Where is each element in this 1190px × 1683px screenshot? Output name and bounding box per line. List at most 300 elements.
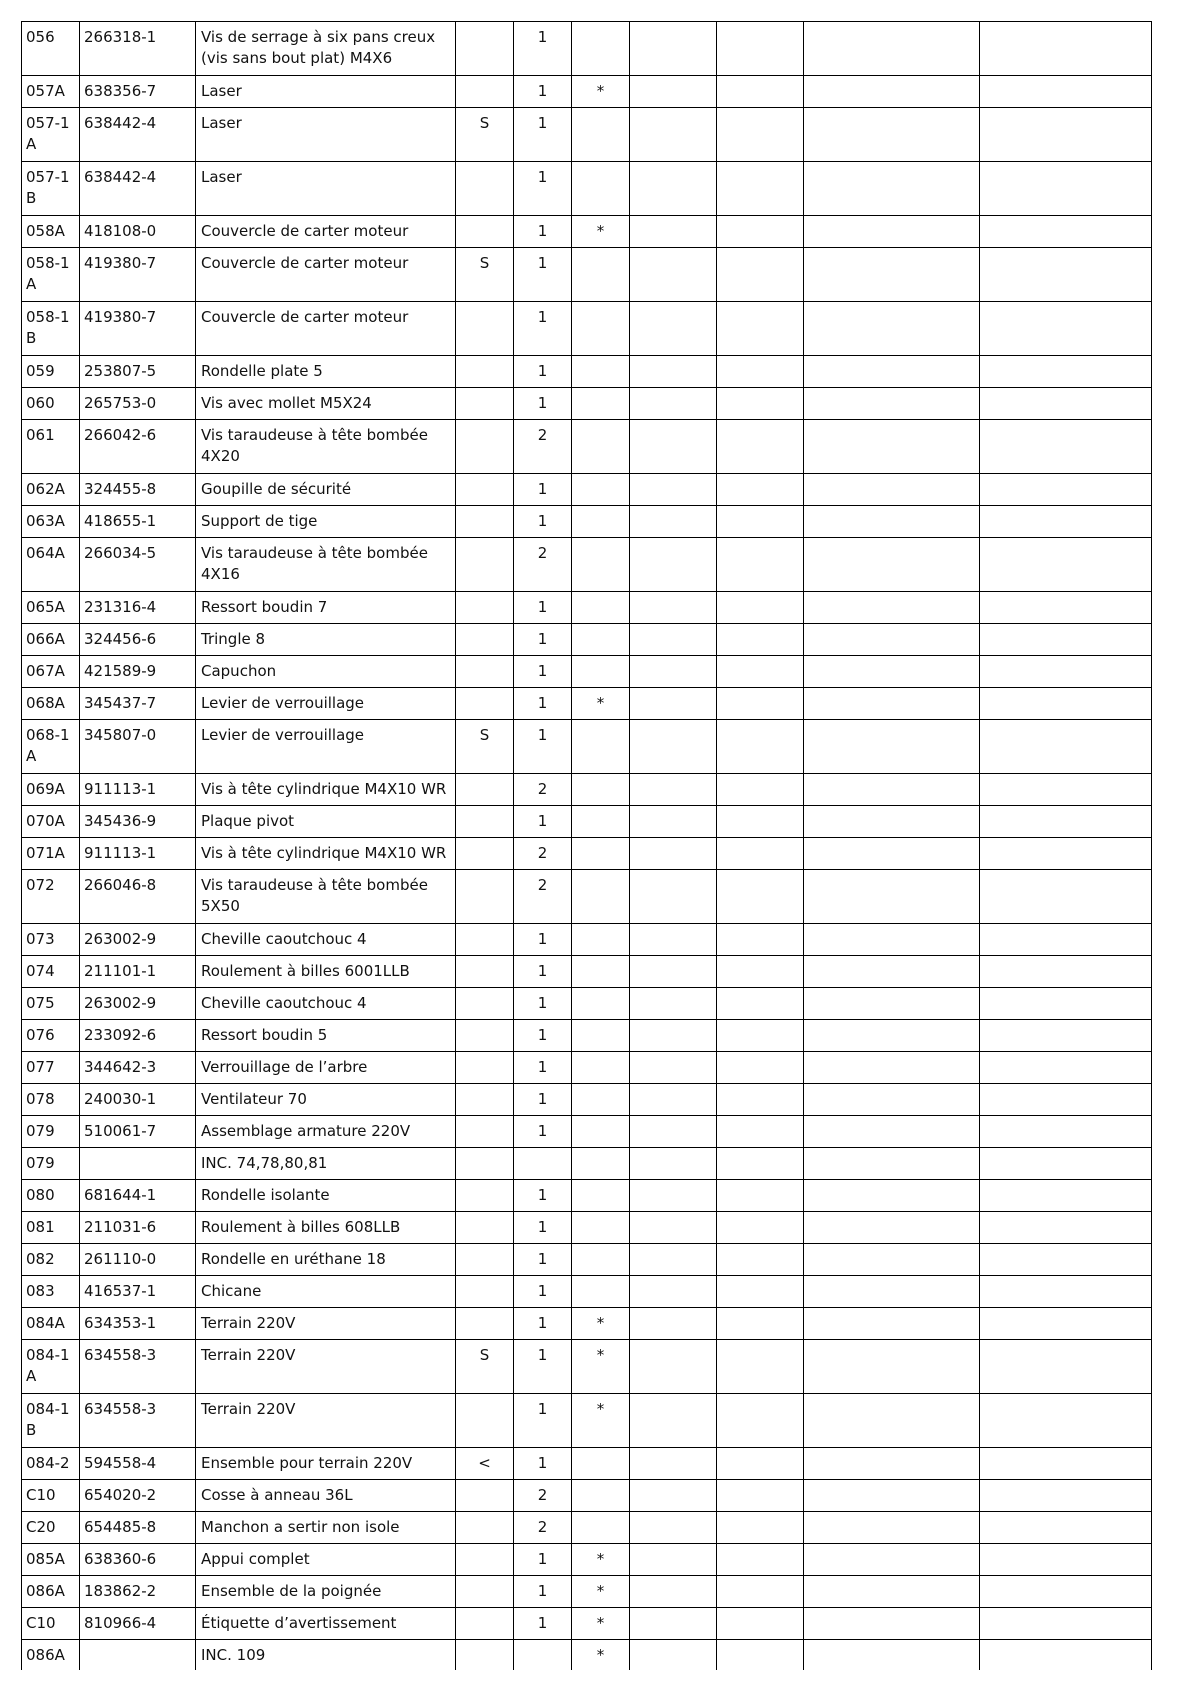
part-number-cell: 266042-6 [80,420,196,474]
marker-cell [572,356,630,388]
empty-cell [630,1544,717,1576]
table-row [22,1576,1152,1608]
empty-cell [804,592,980,624]
item-number-cell: 060 [22,388,80,420]
item-number-cell: 057-1A [22,108,80,162]
empty-cell [980,420,1152,474]
marker-cell [572,506,630,538]
substitute-flag-cell [456,356,514,388]
item-number-cell: 084-1B [22,1394,80,1448]
empty-cell [630,1276,717,1308]
substitute-flag-cell [456,1276,514,1308]
description-cell: Vis taraudeuse à tête bombée 4X16 [196,538,456,592]
quantity-cell: 1 [514,506,572,538]
part-number-cell: 419380-7 [80,302,196,356]
item-number-cell: 082 [22,1244,80,1276]
marker-cell [572,1148,630,1180]
empty-cell [980,216,1152,248]
marker-cell [572,1052,630,1084]
empty-cell [630,1608,717,1640]
quantity-cell: 1 [514,688,572,720]
marker-cell [572,162,630,216]
item-number-cell: 058A [22,216,80,248]
substitute-flag-cell [456,1480,514,1512]
table-row [22,76,1152,108]
empty-cell [717,1084,804,1116]
empty-cell [630,838,717,870]
marker-cell [572,720,630,774]
quantity-cell: 2 [514,1480,572,1512]
quantity-cell: 2 [514,870,572,924]
description-cell: INC. 74,78,80,81 [196,1148,456,1180]
table-row [22,1640,1152,1670]
marker-cell [572,870,630,924]
part-number-cell: 911113-1 [80,838,196,870]
quantity-cell: 1 [514,1340,572,1394]
empty-cell [717,162,804,216]
marker-cell [572,302,630,356]
description-cell: Ressort boudin 7 [196,592,456,624]
empty-cell [980,1340,1152,1394]
empty-cell [980,108,1152,162]
empty-cell [980,1640,1152,1670]
empty-cell [980,1212,1152,1244]
table-row [22,356,1152,388]
item-number-cell: 071A [22,838,80,870]
table-row [22,624,1152,656]
substitute-flag-cell [456,806,514,838]
empty-cell [630,1576,717,1608]
description-cell: Roulement à billes 608LLB [196,1212,456,1244]
part-number-cell: 638356-7 [80,76,196,108]
empty-cell [630,162,717,216]
table-row [22,538,1152,592]
empty-cell [804,1608,980,1640]
description-cell: Verrouillage de l’arbre [196,1052,456,1084]
empty-cell [980,592,1152,624]
description-cell: Couvercle de carter moteur [196,248,456,302]
item-number-cell: 057-1B [22,162,80,216]
item-number-cell: 065A [22,592,80,624]
table-row [22,1020,1152,1052]
table-row [22,806,1152,838]
part-number-cell: 345437-7 [80,688,196,720]
substitute-flag-cell [456,688,514,720]
substitute-flag-cell [456,22,514,76]
quantity-cell: 2 [514,538,572,592]
marker-cell [572,474,630,506]
table-row [22,474,1152,506]
item-number-cell: 068A [22,688,80,720]
table-row [22,1180,1152,1212]
empty-cell [717,302,804,356]
empty-cell [980,302,1152,356]
substitute-flag-cell [456,1084,514,1116]
substitute-flag-cell [456,1212,514,1244]
marker-cell: * [572,1608,630,1640]
empty-cell [980,774,1152,806]
part-number-cell [80,1148,196,1180]
empty-cell [980,22,1152,76]
table-row [22,1148,1152,1180]
empty-cell [717,1576,804,1608]
substitute-flag-cell [456,1052,514,1084]
substitute-flag-cell [456,870,514,924]
substitute-flag-cell [456,1244,514,1276]
empty-cell [980,838,1152,870]
empty-cell [630,506,717,538]
substitute-flag-cell [456,1180,514,1212]
empty-cell [630,302,717,356]
item-number-cell: 061 [22,420,80,474]
quantity-cell: 1 [514,988,572,1020]
item-number-cell: 084-1A [22,1340,80,1394]
empty-cell [717,956,804,988]
empty-cell [717,356,804,388]
empty-cell [717,1340,804,1394]
empty-cell [717,506,804,538]
empty-cell [717,1480,804,1512]
marker-cell [572,988,630,1020]
item-number-cell: 066A [22,624,80,656]
empty-cell [804,1180,980,1212]
empty-cell [804,538,980,592]
quantity-cell: 1 [514,1576,572,1608]
substitute-flag-cell [456,592,514,624]
item-number-cell: 080 [22,1180,80,1212]
empty-cell [980,988,1152,1020]
quantity-cell: 1 [514,624,572,656]
empty-cell [804,1394,980,1448]
marker-cell [572,1180,630,1212]
empty-cell [804,388,980,420]
description-cell: Vis taraudeuse à tête bombée 4X20 [196,420,456,474]
empty-cell [717,592,804,624]
quantity-cell: 1 [514,1244,572,1276]
table-row [22,1512,1152,1544]
description-cell: Plaque pivot [196,806,456,838]
empty-cell [980,1576,1152,1608]
substitute-flag-cell [456,388,514,420]
empty-cell [980,1052,1152,1084]
substitute-flag-cell [456,1308,514,1340]
item-number-cell: 078 [22,1084,80,1116]
marker-cell [572,774,630,806]
table-row [22,720,1152,774]
marker-cell: * [572,1544,630,1576]
empty-cell [717,474,804,506]
quantity-cell: 1 [514,1544,572,1576]
marker-cell [572,1116,630,1148]
empty-cell [630,538,717,592]
empty-cell [980,1308,1152,1340]
empty-cell [717,538,804,592]
empty-cell [717,656,804,688]
part-number-cell: 810966-4 [80,1608,196,1640]
description-cell: Vis à tête cylindrique M4X10 WR [196,774,456,806]
part-number-cell: 638360-6 [80,1544,196,1576]
part-number-cell: 344642-3 [80,1052,196,1084]
quantity-cell: 1 [514,806,572,838]
empty-cell [630,1212,717,1244]
item-number-cell: 063A [22,506,80,538]
quantity-cell: 2 [514,838,572,870]
description-cell: Cheville caoutchouc 4 [196,988,456,1020]
empty-cell [804,924,980,956]
description-cell: Ensemble de la poignée [196,1576,456,1608]
marker-cell [572,624,630,656]
part-number-cell: 654485-8 [80,1512,196,1544]
substitute-flag-cell [456,216,514,248]
empty-cell [717,76,804,108]
item-number-cell: 062A [22,474,80,506]
table-row [22,656,1152,688]
empty-cell [804,1544,980,1576]
table-row [22,108,1152,162]
description-cell: Couvercle de carter moteur [196,216,456,248]
empty-cell [804,956,980,988]
table-row [22,388,1152,420]
part-number-cell: 266318-1 [80,22,196,76]
part-number-cell: 416537-1 [80,1276,196,1308]
empty-cell [980,356,1152,388]
empty-cell [630,806,717,838]
table-row [22,506,1152,538]
empty-cell [980,1480,1152,1512]
quantity-cell: 1 [514,356,572,388]
quantity-cell: 1 [514,924,572,956]
description-cell: Roulement à billes 6001LLB [196,956,456,988]
part-number-cell: 261110-0 [80,1244,196,1276]
table-row [22,688,1152,720]
empty-cell [630,1244,717,1276]
marker-cell [572,1020,630,1052]
empty-cell [717,1308,804,1340]
quantity-cell: 1 [514,162,572,216]
part-number-cell: 233092-6 [80,1020,196,1052]
empty-cell [980,656,1152,688]
substitute-flag-cell [456,538,514,592]
substitute-flag-cell [456,838,514,870]
empty-cell [717,774,804,806]
empty-cell [804,356,980,388]
marker-cell: * [572,688,630,720]
empty-cell [717,624,804,656]
empty-cell [804,108,980,162]
quantity-cell [514,1148,572,1180]
empty-cell [630,1084,717,1116]
empty-cell [804,248,980,302]
substitute-flag-cell [456,656,514,688]
marker-cell [572,924,630,956]
empty-cell [804,420,980,474]
empty-cell [804,1084,980,1116]
empty-cell [630,956,717,988]
item-number-cell: 077 [22,1052,80,1084]
empty-cell [980,1116,1152,1148]
description-cell: INC. 109 [196,1640,456,1670]
substitute-flag-cell [456,1512,514,1544]
empty-cell [717,1212,804,1244]
part-number-cell: 324455-8 [80,474,196,506]
empty-cell [717,720,804,774]
empty-cell [804,1480,980,1512]
empty-cell [630,1394,717,1448]
marker-cell: * [572,76,630,108]
part-number-cell: 183862-2 [80,1576,196,1608]
quantity-cell: 1 [514,76,572,108]
quantity-cell: 1 [514,108,572,162]
empty-cell [630,1640,717,1670]
part-number-cell: 240030-1 [80,1084,196,1116]
empty-cell [717,1276,804,1308]
substitute-flag-cell [456,956,514,988]
empty-cell [717,838,804,870]
empty-cell [804,720,980,774]
empty-cell [980,248,1152,302]
item-number-cell: 064A [22,538,80,592]
table-row [22,1394,1152,1448]
item-number-cell: 085A [22,1544,80,1576]
quantity-cell: 1 [514,1308,572,1340]
table-row [22,1608,1152,1640]
empty-cell [804,656,980,688]
item-number-cell: 074 [22,956,80,988]
part-number-cell: 266046-8 [80,870,196,924]
empty-cell [980,924,1152,956]
item-number-cell: C10 [22,1608,80,1640]
empty-cell [630,76,717,108]
empty-cell [717,1640,804,1670]
part-number-cell: 324456-6 [80,624,196,656]
description-cell: Terrain 220V [196,1308,456,1340]
empty-cell [630,592,717,624]
quantity-cell: 1 [514,592,572,624]
quantity-cell: 1 [514,1448,572,1480]
description-cell: Chicane [196,1276,456,1308]
description-cell: Vis de serrage à six pans creux (vis sans bout plat) M4X6 [196,22,456,76]
substitute-flag-cell [456,76,514,108]
description-cell: Capuchon [196,656,456,688]
part-number-cell: 265753-0 [80,388,196,420]
empty-cell [980,1448,1152,1480]
parts-list-table [21,21,1152,1670]
part-number-cell: 594558-4 [80,1448,196,1480]
marker-cell [572,248,630,302]
item-number-cell: 058-1A [22,248,80,302]
empty-cell [980,1244,1152,1276]
quantity-cell: 1 [514,1116,572,1148]
substitute-flag-cell [456,302,514,356]
quantity-cell: 1 [514,1020,572,1052]
empty-cell [630,22,717,76]
parts-table-body [22,22,1152,1670]
item-number-cell: 086A [22,1576,80,1608]
marker-cell [572,838,630,870]
item-number-cell: 084-2 [22,1448,80,1480]
part-number-cell: 654020-2 [80,1480,196,1512]
marker-cell [572,22,630,76]
empty-cell [630,688,717,720]
empty-cell [804,1052,980,1084]
table-row [22,1116,1152,1148]
item-number-cell: 079 [22,1148,80,1180]
table-row [22,22,1152,76]
empty-cell [804,1148,980,1180]
empty-cell [630,656,717,688]
table-row [22,1480,1152,1512]
substitute-flag-cell [456,420,514,474]
empty-cell [804,1116,980,1148]
item-number-cell: 068-1A [22,720,80,774]
part-number-cell: 345436-9 [80,806,196,838]
empty-cell [630,1116,717,1148]
table-row [22,774,1152,806]
empty-cell [717,1448,804,1480]
description-cell: Appui complet [196,1544,456,1576]
description-cell: Assemblage armature 220V [196,1116,456,1148]
item-number-cell: 067A [22,656,80,688]
table-row [22,924,1152,956]
empty-cell [804,1512,980,1544]
empty-cell [804,1020,980,1052]
empty-cell [717,1244,804,1276]
marker-cell: * [572,1576,630,1608]
description-cell: Vis taraudeuse à tête bombée 5X50 [196,870,456,924]
quantity-cell: 1 [514,1212,572,1244]
substitute-flag-cell [456,1020,514,1052]
substitute-flag-cell [456,1608,514,1640]
description-cell: Vis à tête cylindrique M4X10 WR [196,838,456,870]
empty-cell [717,1512,804,1544]
table-row [22,1052,1152,1084]
empty-cell [717,1394,804,1448]
part-number-cell: 634558-3 [80,1340,196,1394]
table-row [22,592,1152,624]
part-number-cell: 263002-9 [80,924,196,956]
empty-cell [980,1084,1152,1116]
item-number-cell: 070A [22,806,80,838]
empty-cell [980,1608,1152,1640]
quantity-cell: 1 [514,474,572,506]
item-number-cell: 057A [22,76,80,108]
description-cell: Ventilateur 70 [196,1084,456,1116]
empty-cell [717,688,804,720]
empty-cell [804,1212,980,1244]
empty-cell [804,76,980,108]
description-cell: Étiquette d’avertissement [196,1608,456,1640]
description-cell: Ressort boudin 5 [196,1020,456,1052]
substitute-flag-cell [456,1394,514,1448]
table-row [22,420,1152,474]
item-number-cell: 079 [22,1116,80,1148]
marker-cell: * [572,1308,630,1340]
part-number-cell: 263002-9 [80,988,196,1020]
table-row [22,1212,1152,1244]
quantity-cell: 2 [514,420,572,474]
substitute-flag-cell [456,1640,514,1670]
quantity-cell: 1 [514,1180,572,1212]
empty-cell [804,162,980,216]
empty-cell [630,988,717,1020]
empty-cell [717,1116,804,1148]
empty-cell [804,806,980,838]
marker-cell [572,1448,630,1480]
empty-cell [717,420,804,474]
table-row [22,1084,1152,1116]
part-number-cell: 638442-4 [80,162,196,216]
marker-cell [572,538,630,592]
